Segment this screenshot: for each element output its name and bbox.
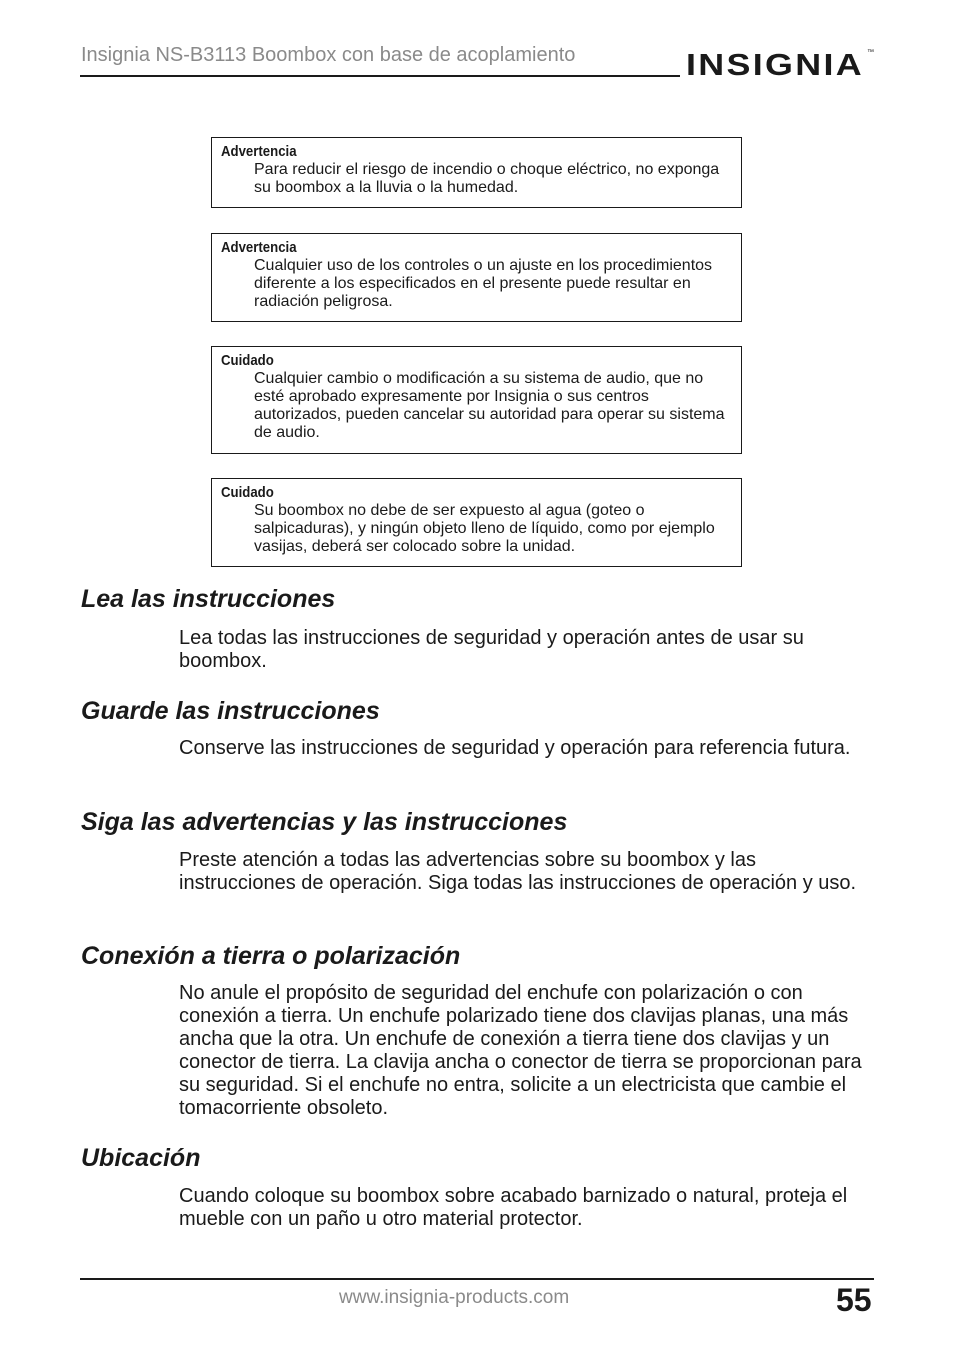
notice-label: Advertencia (221, 239, 297, 256)
trademark-symbol: ™ (867, 49, 874, 56)
section-heading-keep: Guarde las instrucciones (81, 697, 380, 725)
section-body-location: Cuando coloque su boombox sobre acabado barnizado o natural, proteja el mueble con un paño u otro material protector. (179, 1185, 848, 1230)
section-heading-location: Ubicación (81, 1144, 201, 1172)
section-heading-read: Lea las instrucciones (81, 585, 336, 613)
section-body-read: Lea todas las instrucciones de seguridad y operación antes de usar su boombox. (179, 627, 804, 672)
section-body-keep: Conserve las instrucciones de seguridad y operación para referencia futura. (179, 737, 851, 759)
notice-text: Su boombox no debe de ser expuesto al agua (goteo o salpicaduras), y ningún objeto lleno de líquido, como por ejemplo vasijas, deberá ser colocado sobre la unidad. (254, 502, 715, 555)
section-body-grounding: No anule el propósito de seguridad del enchufe con polarización o con conexión a tierra. Un enchufe polarizado tiene dos clavijas planas, una más ancha que la otra. Un enchufe de conexión a tierra tiene dos clavijas y un conector de tierra. La clavija ancha o conector de tierra se proporcionan para su seguridad. Si el enchufe no entra, solicite a un electricista que cambie el tomacorriente obsoleto. (179, 982, 862, 1119)
notice-text: Cualquier uso de los controles o un ajuste en los procedimientos diferente a los especificados en el presente puede resultar en radiación peligrosa. (254, 257, 713, 310)
notice-text: Cualquier cambio o modificación a su sistema de audio, que no esté aprobado expresamente por Insignia o sus centros autorizados, pueden cancelar su autoridad para operar su sistema de audio. (254, 370, 725, 441)
warning-box-1 (211, 137, 742, 208)
insignia-logo (686, 44, 878, 86)
running-header: Insignia NS-B3113 Boombox con base de acoplamiento (81, 44, 576, 66)
warning-box-2 (211, 233, 742, 322)
logo-wordmark: INSIGNIA (686, 47, 864, 82)
caution-box-2 (211, 478, 742, 567)
section-heading-follow: Siga las advertencias y las instrucciones (81, 808, 568, 836)
header-divider (80, 75, 680, 77)
caution-box-1 (211, 346, 742, 454)
notice-label: Cuidado (221, 484, 274, 501)
notice-label: Cuidado (221, 352, 274, 369)
section-body-follow: Preste atención a todas las advertencias sobre su boombox y las instrucciones de operación. Siga todas las instrucciones de operación y uso. (179, 849, 857, 894)
notice-label: Advertencia (221, 143, 297, 160)
section-heading-grounding: Conexión a tierra o polarización (81, 942, 461, 970)
footer-url: www.insignia-products.com (339, 1287, 570, 1308)
notice-text: Para reducir el riesgo de incendio o choque eléctrico, no exponga su boombox a la lluvia o la humedad. (254, 161, 720, 196)
footer-divider (80, 1278, 874, 1280)
page-number: 55 (836, 1282, 872, 1318)
